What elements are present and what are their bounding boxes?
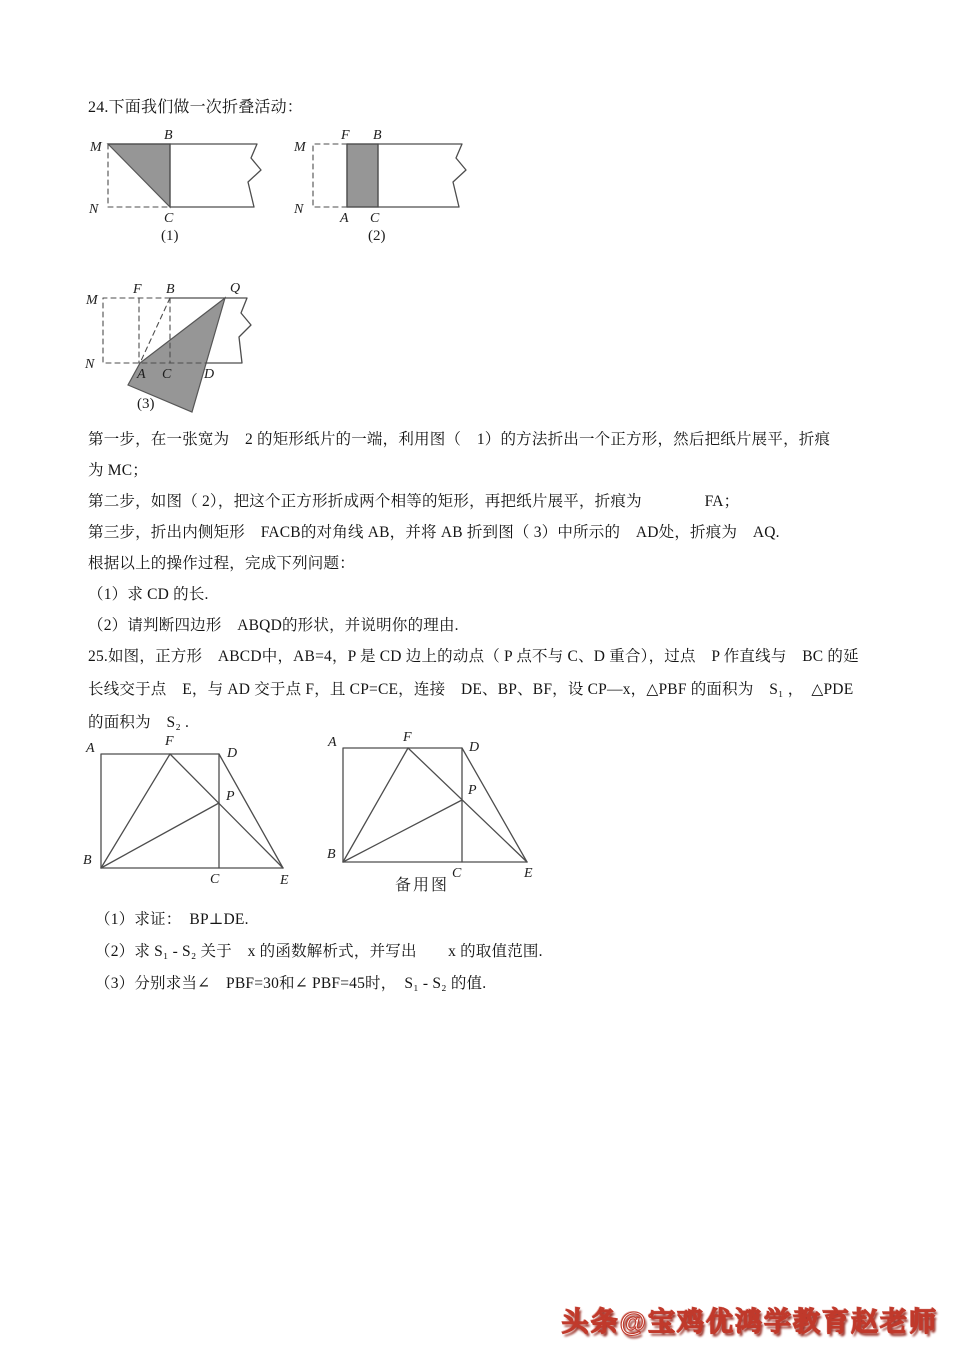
vertex-label-F: F	[133, 282, 142, 297]
vertex-label-D: D	[469, 740, 480, 755]
vertex-label-A: A	[340, 211, 349, 226]
p24-question-1: （1）求 CD 的长.	[88, 586, 209, 603]
problem-25-spare-diagram	[323, 730, 558, 898]
vertex-label-D: D	[204, 367, 215, 382]
p25-statement-line2: 长线交于点 E，与 AD 交于点 F，且 CP=CE，连接 DE、BP、BF，设 CP—x，△PBF 的面积为 S₁ ， △PDE	[88, 681, 854, 698]
p25-question-3: （3）分别求当∠ PBF=30和∠ PBF=45时， S₁ - S₂ 的值.	[95, 975, 487, 992]
vertex-label-D: D	[227, 746, 238, 761]
vertex-label-B: B	[83, 853, 92, 868]
vertex-label-B: B	[166, 282, 175, 297]
vertex-label-N: N	[85, 357, 95, 372]
vertex-label-E: E	[280, 873, 289, 888]
shaded-folded-flap-QAD	[128, 298, 225, 412]
problem-25-main-diagram	[80, 730, 310, 890]
problem-24-title: 24.下面我们做一次折叠活动：	[88, 99, 304, 116]
toutiao-watermark: 头条@宝鸡优鸿学教育赵老师	[561, 1307, 938, 1337]
figure-3-fold-flap-diagram	[82, 275, 272, 423]
vertex-label-A: A	[86, 741, 95, 756]
vertex-label-P: P	[226, 789, 235, 804]
vertex-label-C: C	[210, 872, 220, 887]
spare-figure-caption: 备用图	[395, 877, 450, 894]
p25-question-2: （2）求 S₁ - S₂ 关于 x 的函数解析式，并写出 x 的取值范围.	[95, 943, 543, 960]
dashed-fold-back-outline	[313, 144, 347, 207]
problem-24-text	[88, 424, 830, 641]
vertex-label-F: F	[341, 128, 350, 143]
square-and-lines	[343, 748, 527, 862]
line-D-to-E	[462, 748, 527, 862]
p25-statement-line3: 的面积为 S₂ .	[88, 714, 190, 731]
vertex-label-A: A	[328, 735, 337, 750]
vertex-label-C: C	[370, 211, 380, 226]
vertex-label-A: A	[137, 367, 146, 382]
vertex-label-Q: Q	[230, 281, 241, 296]
problem-25-questions	[95, 904, 543, 1000]
p24-step2: 第二步，如图（ 2），把这个正方形折成两个相等的矩形，再把纸片展平，折痕为 FA；	[88, 493, 740, 510]
shaded-triangle-MBC	[108, 144, 170, 207]
line-B-to-P	[101, 803, 219, 868]
line-F-P-E	[408, 748, 527, 862]
figure-2-fold-rectangle-diagram	[290, 126, 475, 251]
p24-step3: 第三步，折出内侧矩形 FACB的对角线 AB，并将 AB 折到图（ 3）中所示的 AD处，折痕为 AQ.	[88, 524, 780, 541]
problem-25-statement	[88, 640, 859, 739]
vertex-label-N: N	[294, 202, 304, 217]
p24-question-2: （2）请判断四边形 ABQD的形状，并说明你的理由.	[88, 617, 459, 634]
vertex-label-P: P	[468, 783, 477, 798]
vertex-label-B: B	[164, 128, 173, 143]
vertex-label-C: C	[452, 866, 462, 881]
vertex-label-M: M	[86, 293, 98, 308]
square-ABCD-outline	[343, 748, 462, 862]
p24-instruction: 根据以上的操作过程，完成下列问题：	[88, 555, 355, 572]
vertex-label-B: B	[327, 847, 336, 862]
square-and-lines	[101, 754, 283, 868]
vertex-label-M: M	[294, 140, 306, 155]
figure-2-caption: (2)	[368, 228, 386, 244]
vertex-label-F: F	[403, 730, 412, 745]
p24-step1-line2: 为 MC；	[88, 462, 148, 479]
shaded-rect-FBCA	[347, 144, 378, 207]
figure-1-caption: (1)	[161, 228, 179, 244]
p24-step1-line1: 第一步，在一张宽为 2 的矩形纸片的一端，利用图（ 1）的方法折出一个正方形，然后把纸片展平，折痕	[88, 431, 831, 448]
figure-3-caption: (3)	[137, 396, 155, 412]
vertex-label-F: F	[165, 734, 174, 749]
dashed-square-MN	[313, 144, 347, 207]
vertex-label-C: C	[162, 367, 172, 382]
vertex-label-C: C	[164, 211, 174, 226]
figure-1-fold-triangle-diagram	[85, 126, 270, 251]
line-F-P-E	[170, 754, 283, 868]
vertex-label-E: E	[524, 866, 533, 881]
p25-question-1: （1）求证： BP⊥DE.	[95, 911, 249, 928]
p25-statement-line1: 25.如图，正方形 ABCD中，AB=4，P 是 CD 边上的动点（ P 点不与 C、D 重合），过点 P 作直线与 BC 的延	[88, 648, 859, 665]
vertex-label-M: M	[90, 140, 102, 155]
line-B-to-F	[101, 754, 170, 868]
vertex-label-N: N	[89, 202, 99, 217]
vertex-label-B: B	[373, 128, 382, 143]
line-D-to-E	[219, 754, 283, 868]
